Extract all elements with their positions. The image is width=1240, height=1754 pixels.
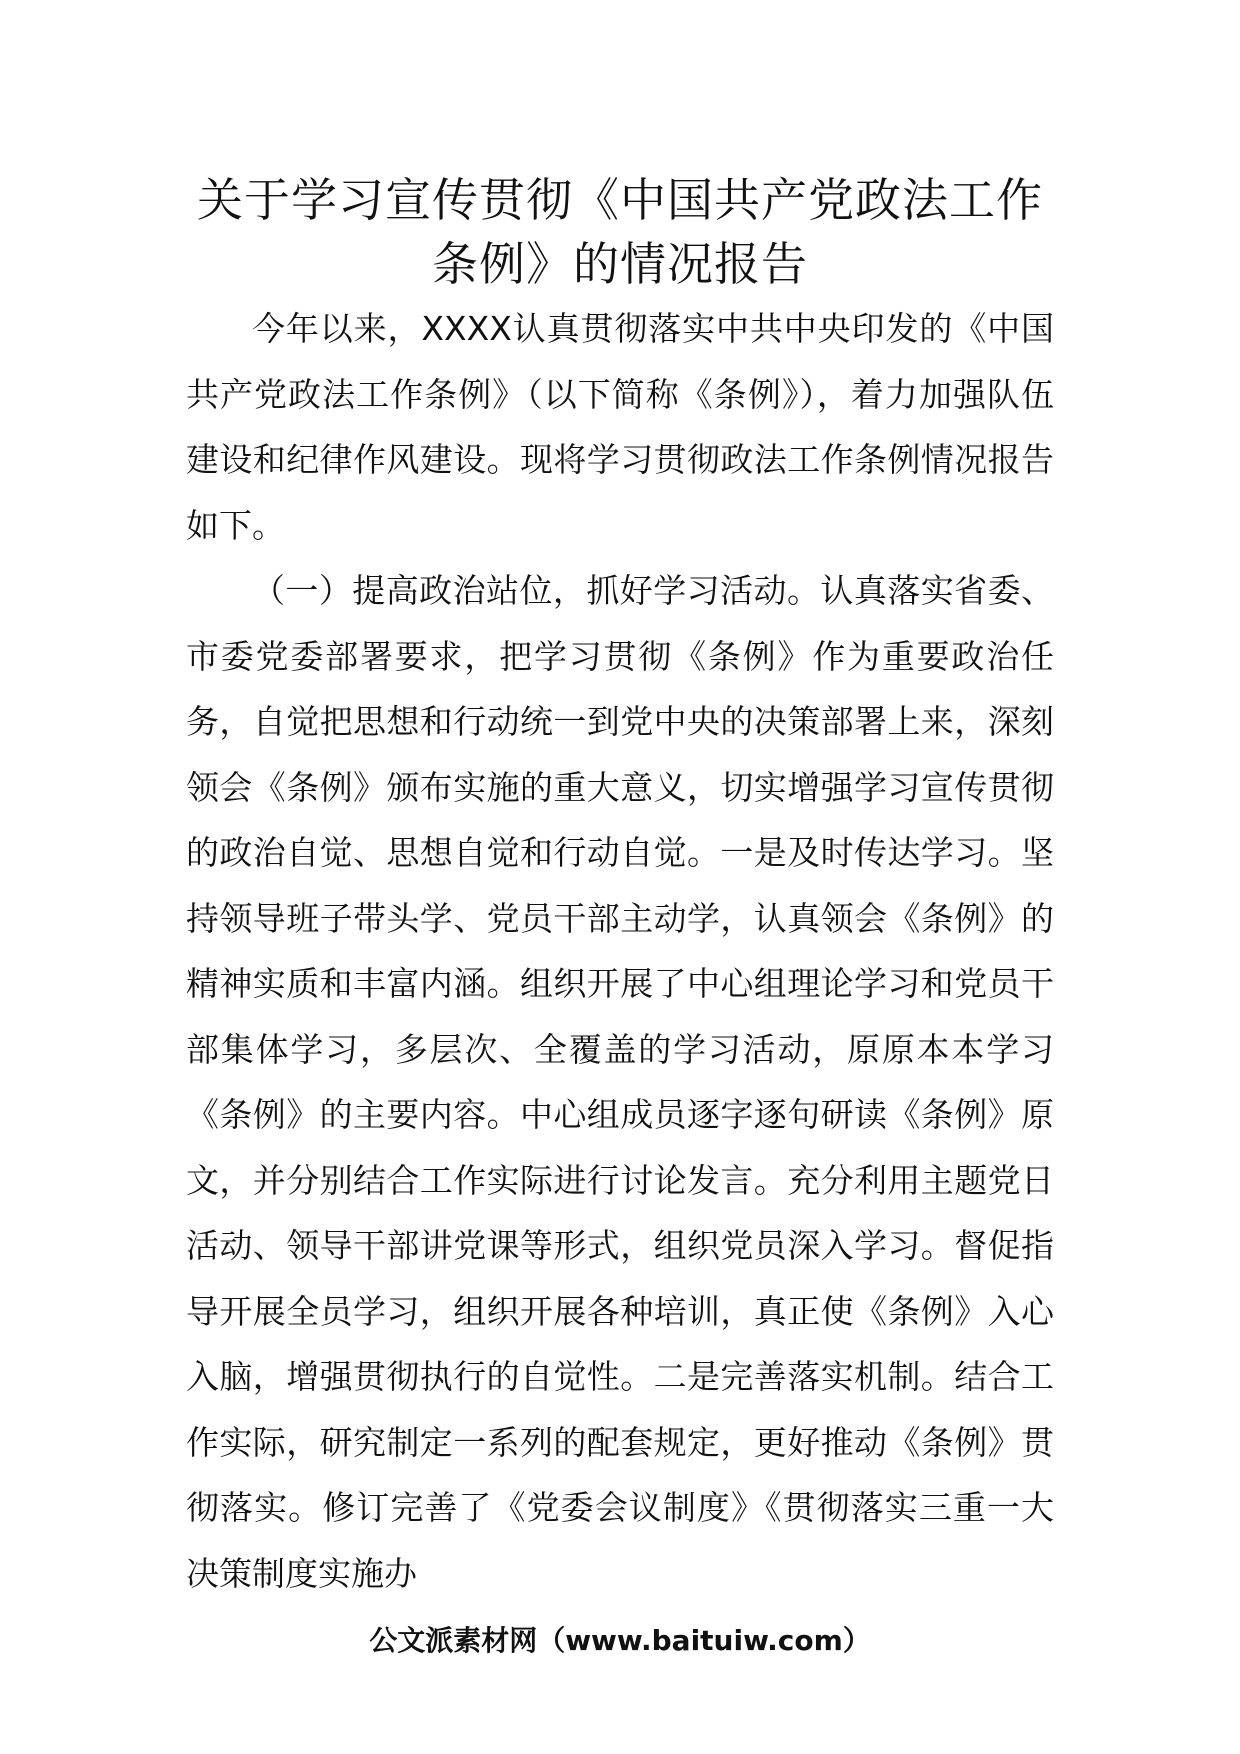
document-body [186,296,1054,1606]
title-line-1: 关于学习宣传贯彻《中国共产党政法工作 [197,173,1043,227]
section-one-paragraph: （一）提高政治站位，抓好学习活动。认真落实省委、市委党委部署要求，把学习贯彻《条例》作为重要政治任务，自觉把思想和行动统一到党中央的决策部署上来，深刻领会《条例》颁布实施的重大意义，切实增强学习宣传贯彻的政治自觉、思想自觉和行动自觉。一是及时传达学习。坚持领导班子带头学、党员干部主动学，认真领会《条例》的精神实质和丰富内涵。组织开展了中心组理论学习和党员干部集体学习，多层次、全覆盖的学习活动，原原本本学习《条例》的主要内容。中心组成员逐字逐句研读《条例》原文，并分别结合工作实际进行讨论发言。充分利用主题党日活动、领导干部讲党课等形式，组织党员深入学习。督促指导开展全员学习，组织开展各种培训，真正使《条例》入心入脑，增强贯彻执行的自觉性。二是完善落实机制。结合工作实际，研究制定一系列的配套规定，更好推动《条例》贯彻落实。修订完善了《党委会议制度》《贯彻落实三重一大决策制度实施办 [186,571,1054,1593]
footer-watermark: 公文派素材网（www.baituiw.com） [369,1624,871,1657]
title-line-2: 条例》的情况报告 [432,237,808,291]
intro-paragraph: 今年以来，XXXX认真贯彻落实中共中央印发的《中国共产党政法工作条例》（以下简称《条例》），着力加强队伍建设和纪律作风建设。现将学习贯彻政法工作条例情况报告如下。 [186,309,1054,545]
document-title [150,168,1090,296]
